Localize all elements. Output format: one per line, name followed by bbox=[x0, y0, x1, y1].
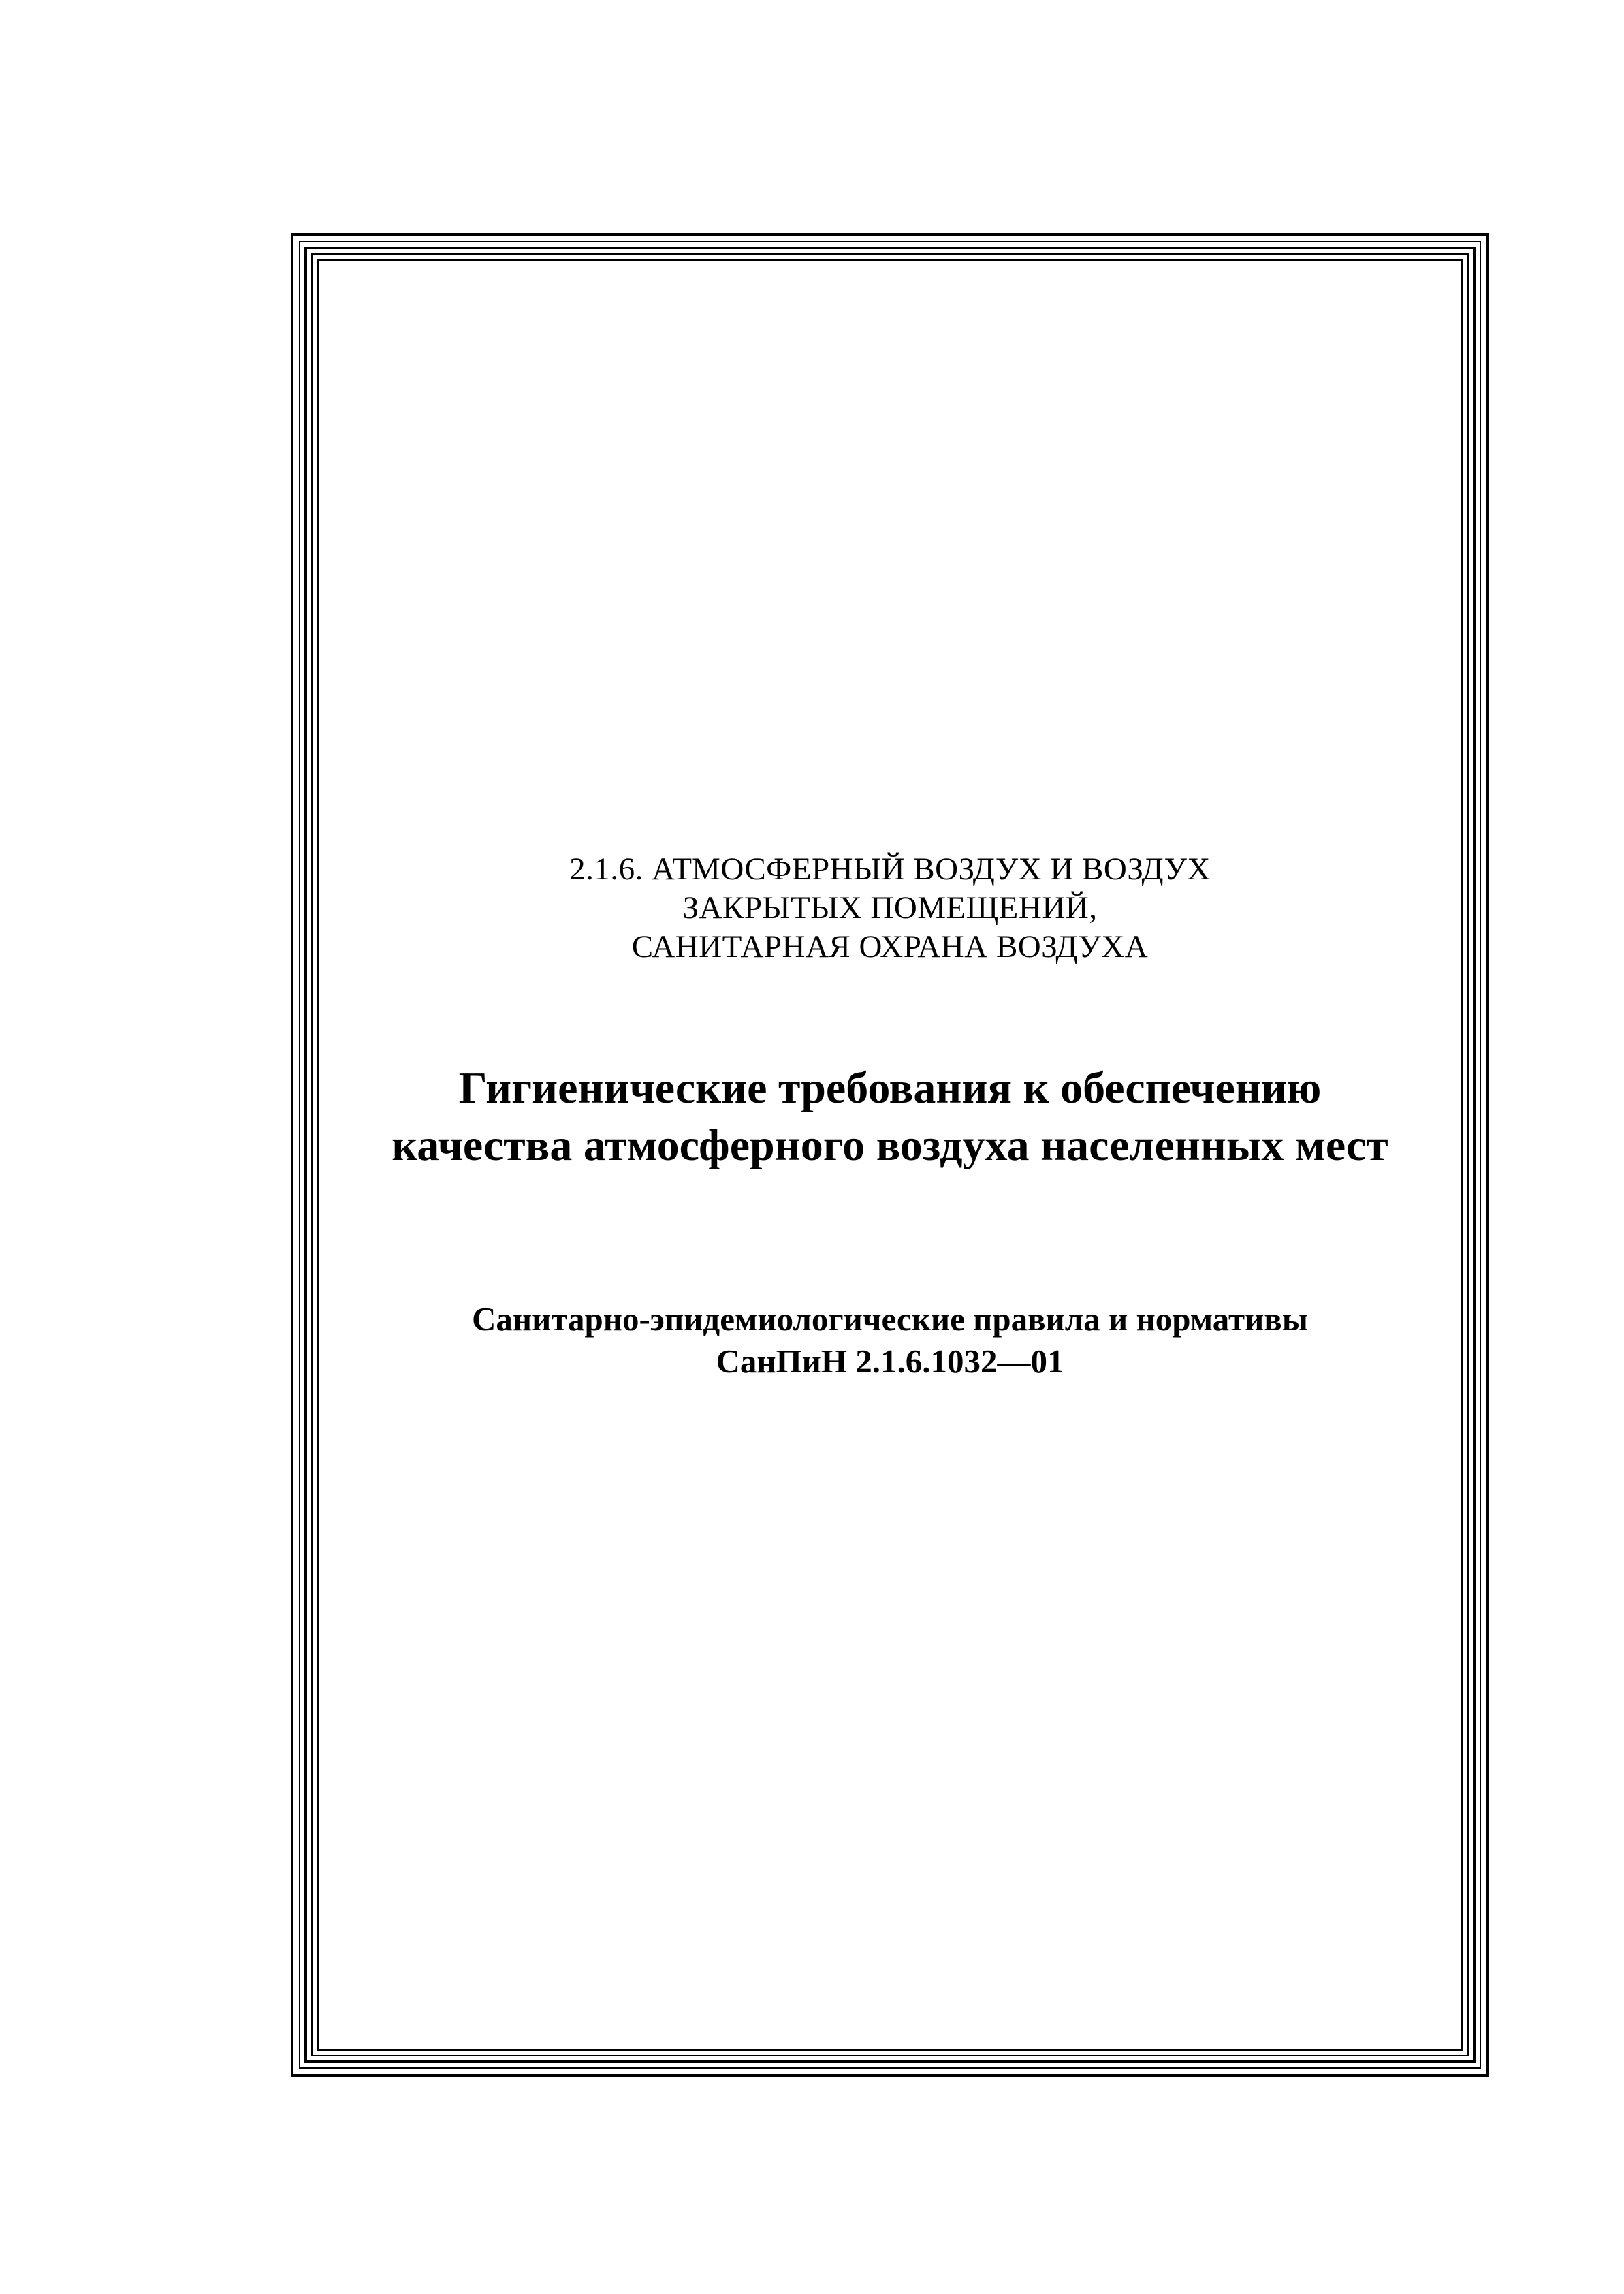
section-heading-line: 2.1.6. АТМОСФЕРНЫЙ ВОЗДУХ И ВОЗДУХ bbox=[569, 851, 1211, 887]
document-title-line: Гигиенические требования к обеспечению bbox=[458, 1063, 1322, 1113]
section-heading-line: ЗАКРЫТЫХ ПОМЕЩЕНИЙ, bbox=[682, 890, 1098, 926]
document-code: СанПиН 2.1.6.1032—01 bbox=[716, 1342, 1064, 1380]
document-title bbox=[291, 1060, 1489, 1174]
section-heading-line: САНИТАРНАЯ ОХРАНА ВОЗДУХА bbox=[631, 929, 1149, 964]
document-type bbox=[291, 1298, 1489, 1383]
document-type-line: Санитарно-эпидемиологические правила и нормативы bbox=[471, 1300, 1309, 1338]
document-title-line: качества атмосферного воздуха населенных мест bbox=[392, 1120, 1388, 1170]
section-heading bbox=[291, 850, 1489, 967]
